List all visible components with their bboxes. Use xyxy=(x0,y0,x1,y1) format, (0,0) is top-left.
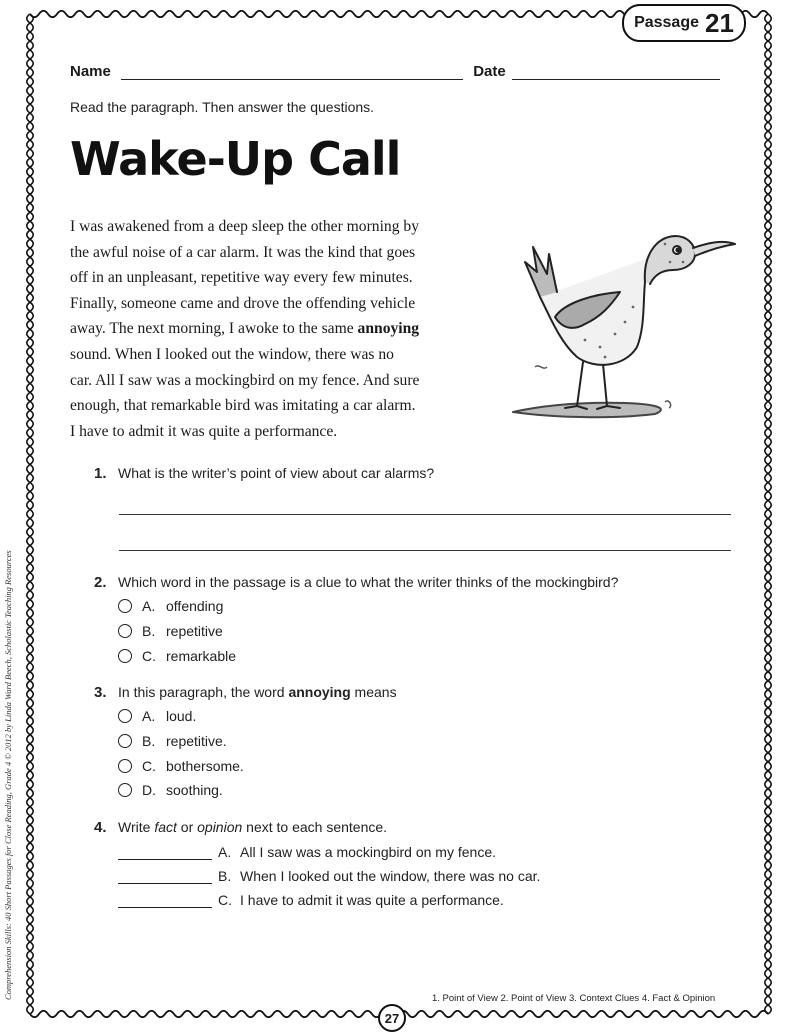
question-text: What is the writer’s point of view about car alarms? xyxy=(118,465,435,481)
skills-footer: 1. Point of View 2. Point of View 3. Context Clues 4. Fact & Opinion xyxy=(432,993,716,1004)
passage-line: Finally, someone came and drove the offending vehicle xyxy=(70,294,416,312)
q2-option-c[interactable] xyxy=(118,648,236,664)
question-text: means xyxy=(350,684,397,700)
option-letter: B. xyxy=(142,623,156,639)
answer-line[interactable] xyxy=(119,550,731,551)
option-text: offending xyxy=(166,598,224,614)
passage-bold-word: annoying xyxy=(357,320,420,338)
passage-badge xyxy=(622,4,746,42)
option-text: remarkable xyxy=(166,648,237,664)
page-number: 27 xyxy=(378,1004,406,1032)
mockingbird-illustration xyxy=(505,222,740,422)
name-date-row xyxy=(70,63,720,80)
question-number: 3. xyxy=(94,684,107,701)
fact-opinion-blank[interactable] xyxy=(118,845,212,860)
question-2 xyxy=(94,574,618,591)
passage-number: 21 xyxy=(705,7,734,38)
radio-bubble[interactable] xyxy=(118,783,132,797)
option-letter: D. xyxy=(142,782,156,798)
radio-bubble[interactable] xyxy=(118,649,132,663)
question-text: Which word in the passage is a clue to what the writer thinks of the mockingbird? xyxy=(118,574,619,590)
radio-bubble[interactable] xyxy=(118,759,132,773)
option-text: loud. xyxy=(166,708,197,724)
radio-bubble[interactable] xyxy=(118,709,132,723)
q2-option-a[interactable] xyxy=(118,598,223,614)
name-field[interactable] xyxy=(121,65,463,80)
question-text: or xyxy=(176,819,198,835)
q3-option-a[interactable] xyxy=(118,708,196,724)
page-title: Wake-Up Call xyxy=(70,132,401,186)
passage-line: the awful noise of a car alarm. It was the kind that goes xyxy=(70,243,416,261)
date-label: Date xyxy=(473,63,506,80)
question-text: next to each sentence. xyxy=(242,819,388,835)
option-letter: C. xyxy=(142,758,156,774)
option-text: repetitive. xyxy=(166,733,227,749)
copyright-text: Comprehension Skills: 40 Short Passages for Close Reading, Grade 4 © 2012 by Linda Ward Beech, Scholastic Teaching Resources xyxy=(3,550,13,1000)
option-letter: A. xyxy=(142,598,156,614)
question-number: 2. xyxy=(94,574,107,591)
passage-line: enough, that remarkable bird was imitating a car alarm. xyxy=(70,397,416,415)
passage-label: Passage xyxy=(634,14,699,31)
passage-line: I have to admit it was quite a performance. xyxy=(70,422,338,440)
instructions: Read the paragraph. Then answer the questions. xyxy=(70,99,375,115)
item-letter: A. xyxy=(218,844,232,860)
q3-option-d[interactable] xyxy=(118,782,223,798)
passage-line-with-bold xyxy=(70,316,470,342)
q4-item-a xyxy=(118,844,496,860)
passage-line: car. All I saw was a mockingbird on my fence. And sure xyxy=(70,371,420,389)
radio-bubble[interactable] xyxy=(118,624,132,638)
question-text: Write xyxy=(118,819,155,835)
question-1 xyxy=(94,465,434,482)
name-label: Name xyxy=(70,63,111,80)
item-text: All I saw was a mockingbird on my fence. xyxy=(240,844,496,860)
answer-line[interactable] xyxy=(119,514,731,515)
question-italic-word: opinion xyxy=(197,819,243,835)
item-letter: C. xyxy=(218,892,232,908)
passage-line: sound. When I looked out the window, there was no xyxy=(70,345,394,363)
item-text: When I looked out the window, there was no car. xyxy=(240,868,541,884)
q3-option-c[interactable] xyxy=(118,758,244,774)
option-text: soothing. xyxy=(166,782,223,798)
fact-opinion-blank[interactable] xyxy=(118,893,212,908)
question-number: 4. xyxy=(94,819,107,836)
option-letter: A. xyxy=(142,708,156,724)
radio-bubble[interactable] xyxy=(118,599,132,613)
reading-passage xyxy=(70,214,470,444)
q4-item-c xyxy=(118,892,504,908)
fact-opinion-blank[interactable] xyxy=(118,869,212,884)
option-letter: B. xyxy=(142,733,156,749)
option-text: bothersome. xyxy=(166,758,244,774)
question-number: 1. xyxy=(94,465,107,482)
option-letter: C. xyxy=(142,648,156,664)
question-bold-word: annoying xyxy=(288,684,351,700)
q4-item-b xyxy=(118,868,540,884)
question-italic-word: fact xyxy=(154,819,177,835)
q3-option-b[interactable] xyxy=(118,733,227,749)
date-field[interactable] xyxy=(512,65,720,80)
passage-text: away. The next morning, I awoke to the same xyxy=(70,320,358,338)
option-text: repetitive xyxy=(166,623,223,639)
radio-bubble[interactable] xyxy=(118,734,132,748)
question-4 xyxy=(94,819,387,836)
passage-line: off in an unpleasant, repetitive way every few minutes. xyxy=(70,269,413,287)
question-3 xyxy=(94,684,397,701)
item-text: I have to admit it was quite a performance. xyxy=(240,892,504,908)
item-letter: B. xyxy=(218,868,232,884)
question-text: In this paragraph, the word xyxy=(118,684,289,700)
q2-option-b[interactable] xyxy=(118,623,223,639)
passage-line: I was awakened from a deep sleep the other morning by xyxy=(70,218,420,235)
